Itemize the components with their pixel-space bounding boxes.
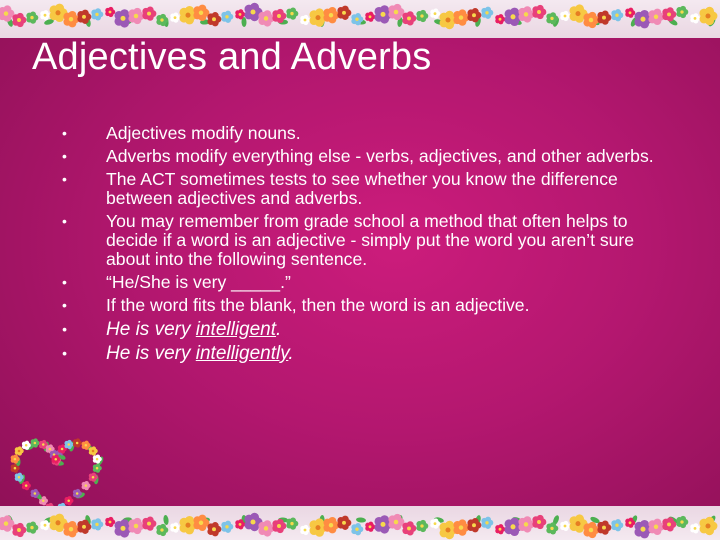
flower-icon — [26, 11, 38, 23]
bullet-icon: • — [62, 274, 67, 290]
flower-icon — [648, 9, 664, 25]
flower-icon — [128, 518, 144, 534]
example-item — [62, 343, 662, 364]
bottom-flower-border — [0, 506, 720, 540]
bullet-icon: • — [62, 297, 67, 313]
flower-icon — [495, 524, 505, 534]
flower-icon — [365, 522, 375, 532]
flower-icon — [518, 516, 534, 532]
bullet-item — [62, 273, 662, 292]
flower-icon — [40, 10, 50, 20]
bullet-text: The ACT sometimes tests to see whether you know the difference between adjectives and adverbs. — [106, 169, 618, 208]
flower-garland-top — [0, 0, 720, 38]
flower-icon — [583, 12, 599, 28]
example-prefix: He is very — [106, 343, 196, 364]
flower-icon — [430, 8, 440, 18]
bullet-text: Adjectives modify nouns. — [106, 123, 301, 143]
flower-icon — [546, 522, 558, 534]
flower-icon — [416, 520, 428, 532]
flower-icon — [286, 7, 298, 19]
flower-icon — [22, 481, 31, 490]
bullet-icon: • — [62, 345, 67, 361]
flower-icon — [402, 11, 416, 25]
flower-icon — [625, 8, 635, 18]
flower-icon — [597, 520, 611, 534]
flower-icon — [0, 515, 14, 531]
flower-icon — [193, 515, 209, 531]
example-prefix: He is very — [106, 319, 196, 340]
flower-icon — [142, 6, 156, 20]
flower-icon — [128, 8, 144, 24]
bullet-icon: • — [62, 171, 67, 187]
flower-icon — [193, 5, 209, 21]
flower-icon — [26, 521, 38, 533]
flower-icon — [207, 522, 221, 536]
bullet-item — [62, 147, 662, 166]
flower-icon — [207, 12, 221, 26]
flower-icon — [0, 5, 14, 21]
flower-icon — [648, 519, 664, 535]
flower-icon — [583, 522, 599, 538]
flower-icon — [351, 523, 363, 535]
flower-icon — [495, 14, 505, 24]
flower-icon — [300, 525, 310, 535]
flower-icon — [170, 12, 180, 22]
flower-icon — [676, 6, 688, 18]
flower-icon — [337, 6, 351, 20]
flower-icon — [31, 438, 40, 447]
flower-icon — [221, 11, 233, 23]
flower-icon — [323, 517, 339, 533]
flower-icon — [365, 12, 375, 22]
flower-icon — [91, 518, 103, 530]
example-word: intelligently — [195, 343, 289, 364]
flower-icon — [142, 516, 156, 530]
flower-icon — [453, 519, 469, 535]
flower-icon — [82, 481, 91, 490]
flower-icon — [12, 523, 26, 537]
leaf-icon — [163, 515, 169, 526]
bullet-item — [62, 124, 662, 143]
flower-icon — [337, 516, 351, 530]
flower-icon — [560, 11, 570, 21]
slide-title: Adjectives and Adverbs — [32, 36, 432, 78]
flower-icon — [662, 7, 676, 21]
flower-icon — [258, 520, 274, 536]
top-flower-border — [0, 0, 720, 38]
bullet-text: You may remember from grade school a method that often helps to decide if a word is an adjective - simply put the word you aren’t sure about into the following sentence. — [106, 211, 635, 269]
bullet-icon: • — [62, 213, 67, 229]
flower-icon — [676, 516, 688, 528]
flower-icon — [91, 8, 103, 20]
bullet-icon: • — [62, 321, 67, 337]
flower-icon — [690, 523, 700, 533]
flower-icon — [597, 10, 611, 24]
flower-icon — [453, 9, 469, 25]
flower-icon — [12, 13, 26, 27]
flower-icon — [690, 13, 700, 23]
example-suffix: . — [288, 343, 294, 364]
flower-icon — [481, 517, 493, 529]
flower-icon — [286, 517, 298, 529]
flower-icon — [300, 15, 310, 25]
flower-icon — [63, 11, 79, 27]
flower-icon — [416, 10, 428, 22]
flower-icon — [156, 524, 168, 536]
flower-icon — [89, 446, 98, 455]
flower-icon — [170, 522, 180, 532]
flower-icon — [105, 517, 115, 527]
flower-icon — [518, 6, 534, 22]
bullet-text: “He/She is very _____.” — [106, 272, 291, 292]
flower-icon — [532, 5, 546, 19]
bullet-list — [62, 124, 662, 367]
flower-icon — [481, 7, 493, 19]
example-word: intelligent — [195, 319, 277, 340]
flower-icon — [699, 7, 717, 25]
flower-garland-bottom — [0, 506, 720, 540]
bullet-text: If the word fits the blank, then the word is an adjective. — [106, 295, 530, 315]
flower-icon — [560, 521, 570, 531]
bullet-text: Adverbs modify everything else - verbs, adjectives, and other adverbs. — [106, 146, 654, 166]
bullet-icon: • — [62, 148, 67, 164]
flower-icon — [388, 4, 404, 20]
example-suffix: . — [276, 319, 282, 340]
bullet-icon: • — [62, 125, 67, 141]
flower-icon — [258, 10, 274, 26]
flower-icon — [532, 515, 546, 529]
flower-icon — [73, 438, 82, 447]
flower-icon — [105, 7, 115, 17]
bullet-item — [62, 212, 662, 269]
bullet-item — [62, 170, 662, 208]
flower-icon — [63, 521, 79, 537]
flower-icon — [323, 7, 339, 23]
flower-icon — [64, 496, 73, 505]
flower-icon — [402, 521, 416, 535]
example-item — [62, 319, 662, 340]
flower-icon — [93, 464, 102, 473]
bullet-item — [62, 296, 662, 315]
flower-icon — [221, 521, 233, 533]
flower-icon — [611, 519, 623, 531]
leaf-icon — [356, 517, 367, 523]
flower-icon — [611, 9, 623, 21]
